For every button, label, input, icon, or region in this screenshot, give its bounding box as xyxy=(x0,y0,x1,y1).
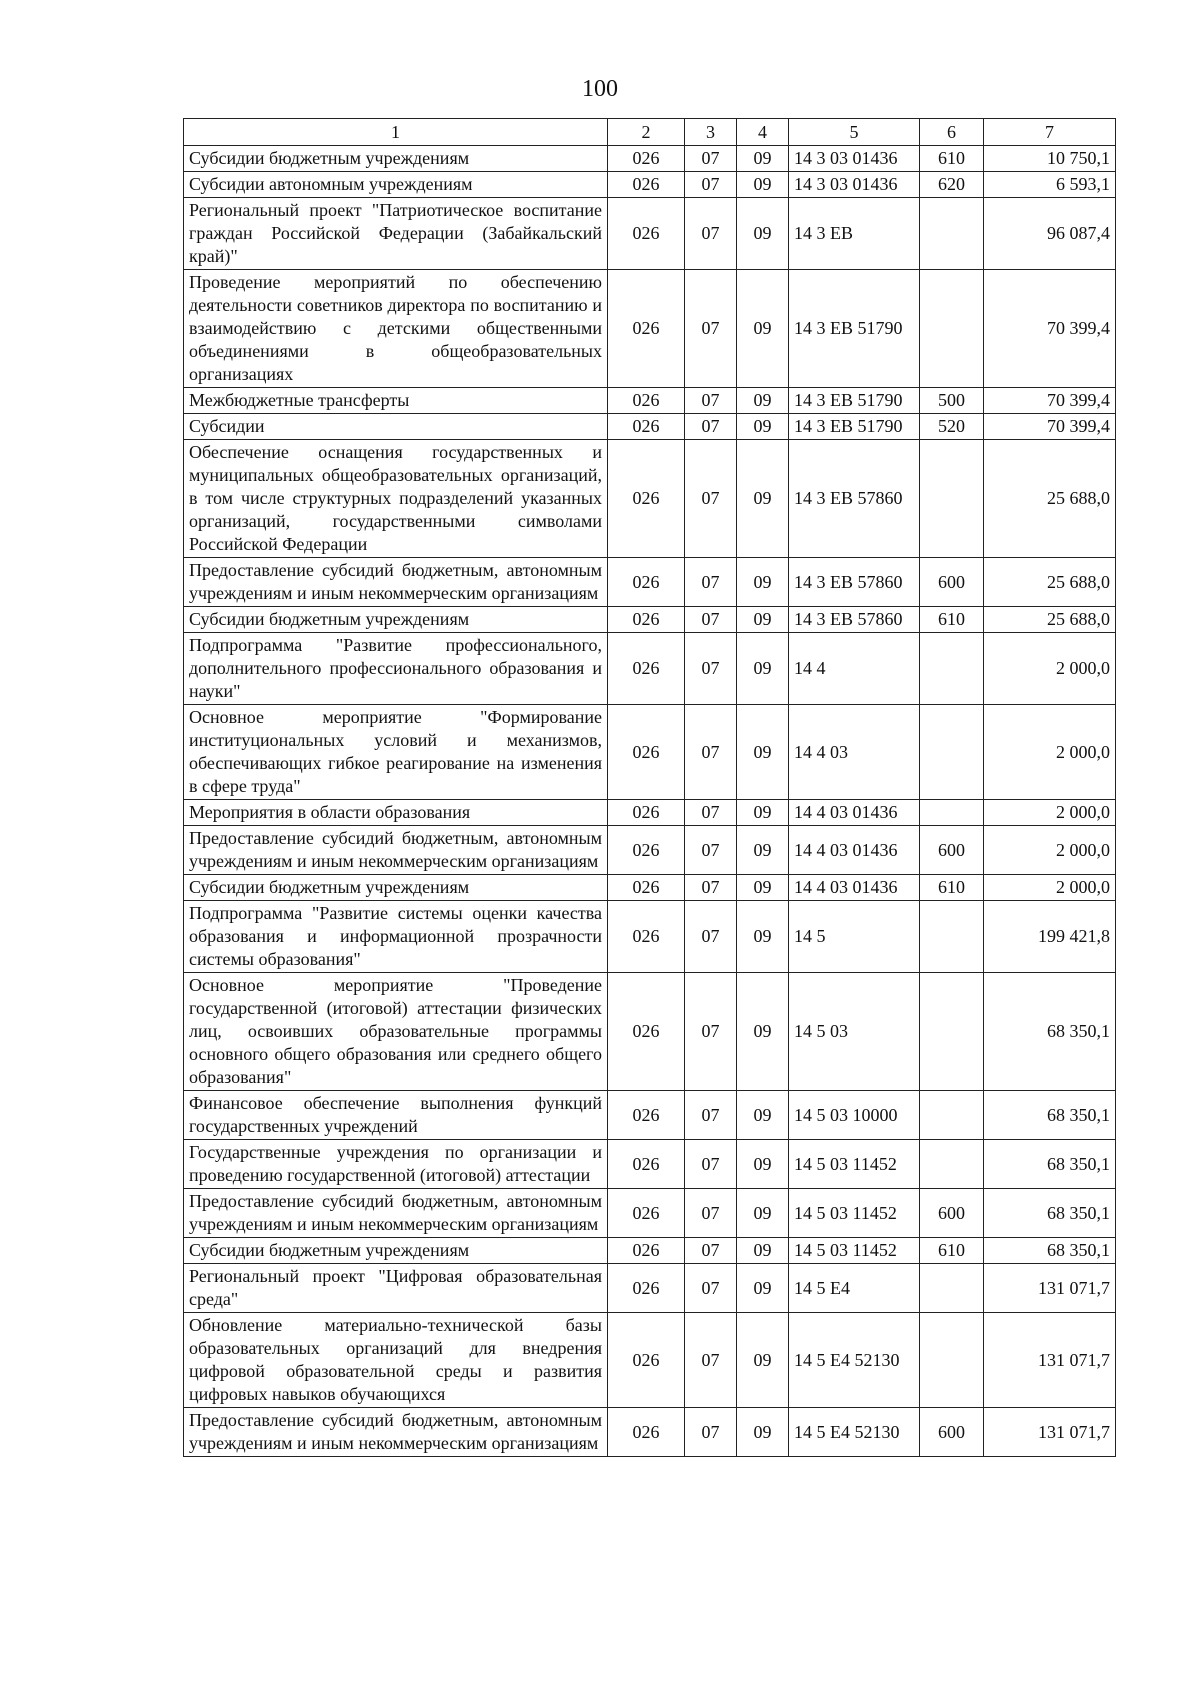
row-code-3-cell: 07 xyxy=(685,414,737,440)
row-code-3-cell: 07 xyxy=(685,1091,737,1140)
row-name-cell: Региональный проект "Цифровая образовательная среда" xyxy=(184,1264,608,1313)
row-code-5-cell: 14 5 03 11452 xyxy=(789,1238,920,1264)
row-name-cell: Подпрограмма "Развитие профессионального, дополнительного профессионального образования и науки" xyxy=(184,633,608,705)
table-row xyxy=(184,388,1116,414)
row-amount-cell: 2 000,0 xyxy=(984,633,1116,705)
table-header-row xyxy=(184,119,1116,146)
row-code-6-cell xyxy=(920,705,984,800)
row-name-cell: Межбюджетные трансферты xyxy=(184,388,608,414)
row-code-6-cell: 610 xyxy=(920,1238,984,1264)
row-code-6-cell xyxy=(920,198,984,270)
row-name-cell: Субсидии бюджетным учреждениям xyxy=(184,875,608,901)
row-amount-cell: 2 000,0 xyxy=(984,875,1116,901)
row-code-5-cell: 14 4 xyxy=(789,633,920,705)
row-code-2-cell: 026 xyxy=(608,705,685,800)
row-code-5-cell: 14 3 ЕВ 51790 xyxy=(789,388,920,414)
row-code-4-cell: 09 xyxy=(737,1408,789,1457)
table-body xyxy=(184,146,1116,1457)
row-amount-cell: 2 000,0 xyxy=(984,705,1116,800)
row-code-2-cell: 026 xyxy=(608,1408,685,1457)
row-code-3-cell: 07 xyxy=(685,1313,737,1408)
row-code-5-cell: 14 3 ЕВ 57860 xyxy=(789,607,920,633)
row-code-2-cell: 026 xyxy=(608,270,685,388)
row-code-4-cell: 09 xyxy=(737,826,789,875)
row-name-cell: Финансовое обеспечение выполнения функций государственных учреждений xyxy=(184,1091,608,1140)
row-code-3-cell: 07 xyxy=(685,146,737,172)
row-code-3-cell: 07 xyxy=(685,633,737,705)
row-code-5-cell: 14 5 Е4 52130 xyxy=(789,1313,920,1408)
row-code-6-cell xyxy=(920,973,984,1091)
table-row xyxy=(184,146,1116,172)
row-code-6-cell xyxy=(920,270,984,388)
row-code-5-cell: 14 5 Е4 52130 xyxy=(789,1408,920,1457)
row-amount-cell: 10 750,1 xyxy=(984,146,1116,172)
row-code-6-cell: 520 xyxy=(920,414,984,440)
row-code-5-cell: 14 5 03 10000 xyxy=(789,1091,920,1140)
row-amount-cell: 70 399,4 xyxy=(984,388,1116,414)
row-code-6-cell xyxy=(920,1313,984,1408)
row-amount-cell: 131 071,7 xyxy=(984,1264,1116,1313)
row-code-4-cell: 09 xyxy=(737,558,789,607)
table-row xyxy=(184,633,1116,705)
row-code-2-cell: 026 xyxy=(608,607,685,633)
row-code-6-cell xyxy=(920,1140,984,1189)
table-row xyxy=(184,1189,1116,1238)
row-code-4-cell: 09 xyxy=(737,1238,789,1264)
row-name-cell: Проведение мероприятий по обеспечению деятельности советников директора по воспитанию и взаимодействию с детскими общественными объединениями в общеобразовательных организациях xyxy=(184,270,608,388)
row-amount-cell: 2 000,0 xyxy=(984,826,1116,875)
row-code-4-cell: 09 xyxy=(737,800,789,826)
table-row xyxy=(184,901,1116,973)
row-amount-cell: 68 350,1 xyxy=(984,973,1116,1091)
row-code-3-cell: 07 xyxy=(685,388,737,414)
row-code-4-cell: 09 xyxy=(737,270,789,388)
row-code-6-cell: 600 xyxy=(920,1189,984,1238)
row-code-6-cell: 500 xyxy=(920,388,984,414)
row-code-2-cell: 026 xyxy=(608,1189,685,1238)
header-cell-6: 6 xyxy=(920,119,984,146)
row-code-3-cell: 07 xyxy=(685,558,737,607)
table-row xyxy=(184,414,1116,440)
row-code-6-cell: 620 xyxy=(920,172,984,198)
row-amount-cell: 70 399,4 xyxy=(984,270,1116,388)
row-code-2-cell: 026 xyxy=(608,172,685,198)
row-name-cell: Подпрограмма "Развитие системы оценки качества образования и информационной прозрачности системы образования" xyxy=(184,901,608,973)
row-code-4-cell: 09 xyxy=(737,198,789,270)
row-code-3-cell: 07 xyxy=(685,901,737,973)
row-code-4-cell: 09 xyxy=(737,146,789,172)
row-code-3-cell: 07 xyxy=(685,1408,737,1457)
row-code-6-cell: 600 xyxy=(920,558,984,607)
row-code-4-cell: 09 xyxy=(737,973,789,1091)
row-code-6-cell xyxy=(920,440,984,558)
row-code-6-cell: 600 xyxy=(920,1408,984,1457)
row-code-4-cell: 09 xyxy=(737,1264,789,1313)
row-code-4-cell: 09 xyxy=(737,607,789,633)
row-code-2-cell: 026 xyxy=(608,558,685,607)
row-code-2-cell: 026 xyxy=(608,633,685,705)
row-name-cell: Субсидии автономным учреждениям xyxy=(184,172,608,198)
table-row xyxy=(184,440,1116,558)
header-cell-7: 7 xyxy=(984,119,1116,146)
row-code-3-cell: 07 xyxy=(685,826,737,875)
row-name-cell: Субсидии бюджетным учреждениям xyxy=(184,607,608,633)
row-code-2-cell: 026 xyxy=(608,198,685,270)
row-name-cell: Обеспечение оснащения государственных и муниципальных общеобразовательных организаций, в том числе структурных подразделений указанных организаций, государственными символами Российской Федерации xyxy=(184,440,608,558)
row-code-6-cell xyxy=(920,1091,984,1140)
row-amount-cell: 68 350,1 xyxy=(984,1140,1116,1189)
row-code-3-cell: 07 xyxy=(685,1189,737,1238)
table-row xyxy=(184,1408,1116,1457)
table-row xyxy=(184,1264,1116,1313)
row-code-4-cell: 09 xyxy=(737,1189,789,1238)
row-name-cell: Мероприятия в области образования xyxy=(184,800,608,826)
row-code-4-cell: 09 xyxy=(737,1091,789,1140)
row-code-3-cell: 07 xyxy=(685,1238,737,1264)
row-code-5-cell: 14 4 03 01436 xyxy=(789,800,920,826)
row-name-cell: Обновление материально-технической базы образовательных организаций для внедрения цифровой образовательной среды и развития цифровых навыков обучающихся xyxy=(184,1313,608,1408)
row-code-6-cell xyxy=(920,901,984,973)
row-code-4-cell: 09 xyxy=(737,172,789,198)
row-code-4-cell: 09 xyxy=(737,705,789,800)
row-code-5-cell: 14 3 ЕВ 51790 xyxy=(789,270,920,388)
page-number: 100 xyxy=(582,76,618,102)
row-code-2-cell: 026 xyxy=(608,414,685,440)
row-name-cell: Основное мероприятие "Формирование институциональных условий и механизмов, обеспечивающих гибкое реагирование на изменения в сфере труда" xyxy=(184,705,608,800)
row-code-5-cell: 14 4 03 xyxy=(789,705,920,800)
row-code-3-cell: 07 xyxy=(685,1264,737,1313)
row-code-5-cell: 14 5 Е4 xyxy=(789,1264,920,1313)
row-code-2-cell: 026 xyxy=(608,800,685,826)
header-cell-5: 5 xyxy=(789,119,920,146)
row-code-2-cell: 026 xyxy=(608,1313,685,1408)
row-code-4-cell: 09 xyxy=(737,1313,789,1408)
row-amount-cell: 2 000,0 xyxy=(984,800,1116,826)
header-cell-1: 1 xyxy=(184,119,608,146)
row-name-cell: Основное мероприятие "Проведение государственной (итоговой) аттестации физических лиц, освоивших образовательные программы основного общего образования или среднего общего образования" xyxy=(184,973,608,1091)
row-code-5-cell: 14 3 ЕВ 57860 xyxy=(789,558,920,607)
row-code-4-cell: 09 xyxy=(737,388,789,414)
table-row xyxy=(184,1140,1116,1189)
row-name-cell: Государственные учреждения по организации и проведению государственной (итоговой) аттестации xyxy=(184,1140,608,1189)
row-amount-cell: 131 071,7 xyxy=(984,1313,1116,1408)
row-amount-cell: 96 087,4 xyxy=(984,198,1116,270)
row-code-6-cell: 610 xyxy=(920,875,984,901)
row-code-4-cell: 09 xyxy=(737,633,789,705)
row-amount-cell: 131 071,7 xyxy=(984,1408,1116,1457)
row-amount-cell: 6 593,1 xyxy=(984,172,1116,198)
row-code-5-cell: 14 5 xyxy=(789,901,920,973)
row-code-2-cell: 026 xyxy=(608,1264,685,1313)
row-name-cell: Субсидии бюджетным учреждениям xyxy=(184,1238,608,1264)
row-name-cell: Региональный проект "Патриотическое воспитание граждан Российской Федерации (Забайкальский край)" xyxy=(184,198,608,270)
row-amount-cell: 25 688,0 xyxy=(984,440,1116,558)
row-amount-cell: 199 421,8 xyxy=(984,901,1116,973)
table-row xyxy=(184,705,1116,800)
row-code-3-cell: 07 xyxy=(685,705,737,800)
row-code-2-cell: 026 xyxy=(608,901,685,973)
row-code-2-cell: 026 xyxy=(608,826,685,875)
row-code-5-cell: 14 3 03 01436 xyxy=(789,172,920,198)
row-code-2-cell: 026 xyxy=(608,1140,685,1189)
row-code-6-cell xyxy=(920,1264,984,1313)
row-amount-cell: 25 688,0 xyxy=(984,607,1116,633)
row-code-5-cell: 14 3 ЕВ 57860 xyxy=(789,440,920,558)
row-name-cell: Предоставление субсидий бюджетным, автономным учреждениям и иным некоммерческим организациям xyxy=(184,1408,608,1457)
row-code-6-cell: 600 xyxy=(920,826,984,875)
row-amount-cell: 25 688,0 xyxy=(984,558,1116,607)
budget-table xyxy=(183,118,1116,1457)
row-name-cell: Субсидии xyxy=(184,414,608,440)
row-code-6-cell: 610 xyxy=(920,146,984,172)
table-row xyxy=(184,198,1116,270)
row-amount-cell: 68 350,1 xyxy=(984,1238,1116,1264)
row-code-5-cell: 14 4 03 01436 xyxy=(789,875,920,901)
row-code-3-cell: 07 xyxy=(685,1140,737,1189)
table-row xyxy=(184,875,1116,901)
table-row xyxy=(184,1313,1116,1408)
row-name-cell: Субсидии бюджетным учреждениям xyxy=(184,146,608,172)
header-cell-2: 2 xyxy=(608,119,685,146)
table-row xyxy=(184,172,1116,198)
row-code-3-cell: 07 xyxy=(685,440,737,558)
row-name-cell: Предоставление субсидий бюджетным, автономным учреждениям и иным некоммерческим организациям xyxy=(184,826,608,875)
row-code-2-cell: 026 xyxy=(608,1238,685,1264)
table-row xyxy=(184,1238,1116,1264)
row-code-2-cell: 026 xyxy=(608,875,685,901)
row-code-5-cell: 14 3 ЕВ 51790 xyxy=(789,414,920,440)
header-cell-4: 4 xyxy=(737,119,789,146)
row-code-3-cell: 07 xyxy=(685,973,737,1091)
row-code-3-cell: 07 xyxy=(685,607,737,633)
row-code-5-cell: 14 3 03 01436 xyxy=(789,146,920,172)
row-code-4-cell: 09 xyxy=(737,440,789,558)
row-amount-cell: 70 399,4 xyxy=(984,414,1116,440)
row-code-5-cell: 14 5 03 xyxy=(789,973,920,1091)
row-code-4-cell: 09 xyxy=(737,414,789,440)
row-code-6-cell xyxy=(920,633,984,705)
header-cell-3: 3 xyxy=(685,119,737,146)
row-code-6-cell: 610 xyxy=(920,607,984,633)
row-code-3-cell: 07 xyxy=(685,172,737,198)
row-code-2-cell: 026 xyxy=(608,973,685,1091)
row-code-6-cell xyxy=(920,800,984,826)
table-row xyxy=(184,826,1116,875)
row-code-5-cell: 14 3 ЕВ xyxy=(789,198,920,270)
table-row xyxy=(184,1091,1116,1140)
row-code-4-cell: 09 xyxy=(737,901,789,973)
row-code-3-cell: 07 xyxy=(685,198,737,270)
row-code-4-cell: 09 xyxy=(737,1140,789,1189)
row-code-2-cell: 026 xyxy=(608,388,685,414)
row-code-5-cell: 14 5 03 11452 xyxy=(789,1189,920,1238)
row-amount-cell: 68 350,1 xyxy=(984,1189,1116,1238)
table-row xyxy=(184,607,1116,633)
table-row xyxy=(184,270,1116,388)
row-code-2-cell: 026 xyxy=(608,1091,685,1140)
row-name-cell: Предоставление субсидий бюджетным, автономным учреждениям и иным некоммерческим организациям xyxy=(184,558,608,607)
table-row xyxy=(184,973,1116,1091)
row-code-5-cell: 14 5 03 11452 xyxy=(789,1140,920,1189)
row-amount-cell: 68 350,1 xyxy=(984,1091,1116,1140)
row-code-5-cell: 14 4 03 01436 xyxy=(789,826,920,875)
row-code-3-cell: 07 xyxy=(685,270,737,388)
row-name-cell: Предоставление субсидий бюджетным, автономным учреждениям и иным некоммерческим организациям xyxy=(184,1189,608,1238)
row-code-2-cell: 026 xyxy=(608,440,685,558)
row-code-4-cell: 09 xyxy=(737,875,789,901)
row-code-3-cell: 07 xyxy=(685,800,737,826)
row-code-3-cell: 07 xyxy=(685,875,737,901)
row-code-2-cell: 026 xyxy=(608,146,685,172)
table-row xyxy=(184,800,1116,826)
table-row xyxy=(184,558,1116,607)
